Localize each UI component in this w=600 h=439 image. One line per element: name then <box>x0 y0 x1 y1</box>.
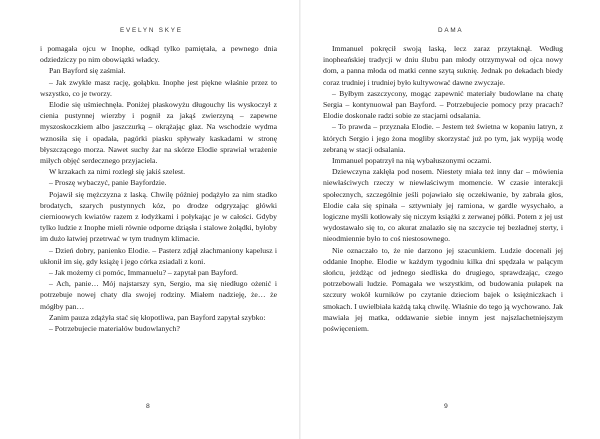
paragraph: – Jak zwykle masz rację, gołąbku. Inophe jest piękne właśnie przez to wszystko, co je tworzy. <box>40 77 277 98</box>
paragraph: Immanuel popatrzył na nią wybałuszonymi oczami. <box>332 156 492 166</box>
page-number-left: 8 <box>146 403 150 410</box>
paragraph: Zanim pauza zdążyła stać się kłopotliwa, pan Bayford zapytał szybko: <box>49 312 266 322</box>
paragraph: Pojawił się mężczyzna z laską. Chwilę później podążyło za nim stadko brodatych, szarych pustynnych kóz, po drodze odgryzając główki ciernioowych kwiatów razem z łodyżkami i połykając je w całości. Gdyby tylko ludzie z Inophe mieli równie odporne dziąsła i stalowe żołądki, byłoby im dużo łatwiej przetrwać w tym trudnym klimacie. <box>40 189 277 244</box>
right-page-text <box>323 43 563 334</box>
left-page-text <box>40 43 277 334</box>
paragraph: W krzakach za nimi rozległ się jakiś szelest. <box>49 167 186 177</box>
paragraph: – Byłbym zaszczycony, mogąc zapewnić materiały budowlane na chatę Sergia – kontynuował pan Bayford. – Potrzebujecie pomocy przy pracach? Elodie doskonale radzi sobie ze stacjami odsalania. <box>323 88 563 121</box>
paragraph: Dziewczyna zakłęła pod nosem. Niestety miała też inny dar – mówienia niewłaściwych rzeczy w niewłaściwym momencie. W czasie interakcji społecznych, szczególnie jeśli pojawiało się oczekiwanie, by zabrała głos, Elodie cała się spinała – sztywniały jej ramiona, w gardle wysychało, a logiczne myśli kotłowały się niczym książki z zerwanej półki. Potem z jej ust wydostawało się to, co akurat znalazło się na szczycie tej bezładnej sterty, i nieodmiennie było to coś niestosownego. <box>323 167 563 244</box>
paragraph: Nie oznaczało to, że nie darzono jej szacunkiem. Ludzie docenali jej oddanie Inophe. Elodie w każdym tygodniu kilka dni spędzała w palącym słońcu, jeżdżąc od jednego siedliska do drugiego, sprawdzając, czego potrzebowali ludzie. Pomagała we wszystkim, od budowania pułapek na szczury wokół kurników po czytanie dzieciom bajek o księżniczkach i smokach. I uwielbiała każdą taką chwilę. Właśnie do tego ją wychowano. Jak mawiała jej matka, oddawanie siebie innym jest najszlachetniejszym poświęceniem. <box>323 245 563 334</box>
paragraph: Pan Bayford się zaśmiał. <box>49 66 126 76</box>
paragraph: – Ach, panie… Mój najstarszy syn, Sergio, ma się niedługo ożenić i potrzebuje nowej chaty dla swojej rodziny. Miałem nadzieję, że… że mógłby pan… <box>40 279 277 311</box>
running-head-title: DAMA <box>438 27 464 34</box>
paragraph: – To prawda – przyznała Elodie. – Jestem też świetna w kopaniu latryn, z których Sergio i jego żona mogliby skorzystać już po tym, jak wypiją wodę zebraną w stacji odsalania. <box>323 122 563 154</box>
paragraph: – Potrzebujecie materiałów budowlanych? <box>49 324 180 334</box>
right-page <box>300 0 600 439</box>
paragraph: Elodie się uśmiechnęła. Poniżej płaskowyżu długouchy lis wyskoczył z cienia pustynnej wierzby i pognił za jakąś zwierzyną – zapewne myszoskoczkiem albo jaszczurką – okrążając głaz. Na wschodzie wydma wznosiła się i opadała, pagórki piasku spływały kaskadami w stronę błyszczącego morza. Nawet suchy żar na skórze Elodie sprawiał wrażenie miłych objęć serdecznego przyjaciela. <box>40 100 277 166</box>
paragraph: – Proszę wybaczyć, panie Bayfordzie. <box>49 178 167 188</box>
paragraph: – Dzień dobry, panienko Elodie. – Pasterz zdjął złachmaniony kapelusz i ukłonił im się, gdy książę i jego córka zsiadali z koni. <box>40 245 277 266</box>
page-number-right: 9 <box>444 403 448 410</box>
paragraph: i pomagała ojcu w Inophe, odkąd tylko pamiętała, a pewnego dnia odziedziczy po nim obowiązki władcy. <box>40 44 277 65</box>
running-head-author: EVELYN SKYE <box>120 27 183 34</box>
paragraph: – Jak możemy ci pomóc, Immanuelu? – zapytał pan Bayford. <box>49 268 238 278</box>
paragraph: Immanuel pokręcił swoją laską, lecz zaraz przytaknął. Według inopheańskiej tradycji w dniu ślubu pan młody otrzymywał od ojca nowy dom, a panna młoda od matki cenne szytą suknię. Jednak po dekadach biedy coraz trudniej i trudniej było kultywować dawne zwyczaje. <box>323 44 563 87</box>
